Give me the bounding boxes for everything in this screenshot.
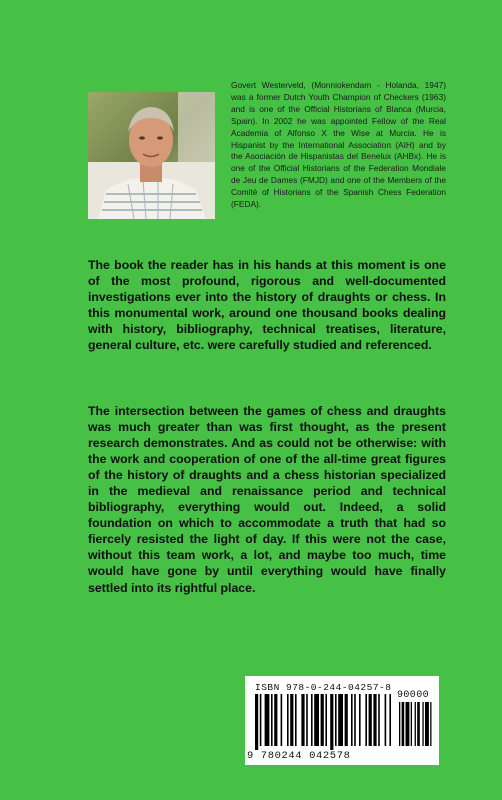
barcode-bar (314, 694, 319, 746)
author-photo (88, 92, 215, 219)
barcode-bar (378, 694, 380, 746)
barcode-bar (311, 694, 313, 746)
price-barcode-bar (402, 702, 405, 746)
barcode-bar (271, 694, 273, 746)
barcode-bar (290, 694, 293, 746)
barcode-bar (301, 694, 304, 746)
barcode-bar (351, 694, 353, 746)
barcode-bar (338, 694, 343, 746)
price-barcode-bar (411, 702, 412, 746)
barcode-bar (365, 694, 367, 746)
isbn-label: ISBN 978-0-244-04257-8 (255, 682, 392, 693)
barcode-bar (385, 694, 387, 746)
barcode-bar (287, 694, 289, 746)
barcode-bar (389, 694, 391, 746)
price-barcode-bar (422, 702, 423, 746)
barcode-bar (354, 694, 356, 746)
blurb-paragraph-1: The book the reader has in his hands at this moment is one of the most profound, rigorous and well-documented investigations ever into the history of draughts or chess. In this monumental work, around one thousand books dealing with history, bibliography, technical treatises, literature, general culture, etc. were carefully studied and referenced. (88, 258, 446, 353)
barcode-bar (274, 694, 277, 746)
author-portrait-image (88, 92, 215, 219)
barcode-bar (255, 694, 258, 750)
barcode-bar (295, 694, 297, 746)
barcode-bar (325, 694, 327, 746)
barcode-bar (265, 694, 270, 746)
author-bio: Govert Westerveld, (Monniokendam - Holanda, 1947) was a former Dutch Youth Champion of Checkers (1963) and is one of the Official Historians of Blanca (Murcia, Spain). In 2002 he was appointed Fellow of the Real Academia of Alfonso X the Wise at Murcia. He is Hispanist by the International Association (AIH) and by the Asociación de Hispanistas del Benelux (AHBx). He is one of the Official Historians of the Federation Mondiale de Jeu de Dames (FMJD) and one of the Members of the Comité of Historians of the Spanish Chess Federation (FEDA). (231, 80, 446, 210)
price-barcode-bar (430, 702, 431, 746)
barcode-bar (306, 694, 308, 746)
price-barcode-bar (406, 702, 410, 746)
blurb-paragraph-2: The intersection between the games of chess and draughts was much greater than was first thought, as the present research demonstrates. And as could not be otherwise: with the work and cooperation of one of the all-time great figures of the history of draughts and a chess historian specialized in the medieval and renaissance period and technical bibliography, everything would out. Indeed, a solid foundation on which to accommodate a truth that had so fiercely resisted the light of day. If this were not the case, without this team work, a lot, and maybe too much, time would have gone by until everything would have finally settled into its rightful place. (88, 404, 446, 595)
barcode-bar (373, 694, 376, 746)
price-code: 90000 (397, 690, 430, 701)
barcode-number: 9 780244 042578 (247, 750, 351, 762)
price-barcode-bar (425, 702, 429, 746)
barcode-bar (281, 694, 283, 746)
price-barcode-bar (399, 702, 400, 746)
barcode-bar (369, 694, 372, 746)
barcode-bars (251, 694, 433, 750)
barcode-bar (335, 694, 337, 746)
barcode-bar (345, 694, 348, 746)
price-barcode-bar (415, 702, 416, 746)
barcode-bar (330, 694, 333, 750)
isbn-barcode (245, 676, 439, 765)
barcode-bar (359, 694, 361, 746)
price-barcode-bar (417, 702, 420, 746)
barcode-bar (321, 694, 324, 746)
barcode-bar (260, 694, 262, 746)
